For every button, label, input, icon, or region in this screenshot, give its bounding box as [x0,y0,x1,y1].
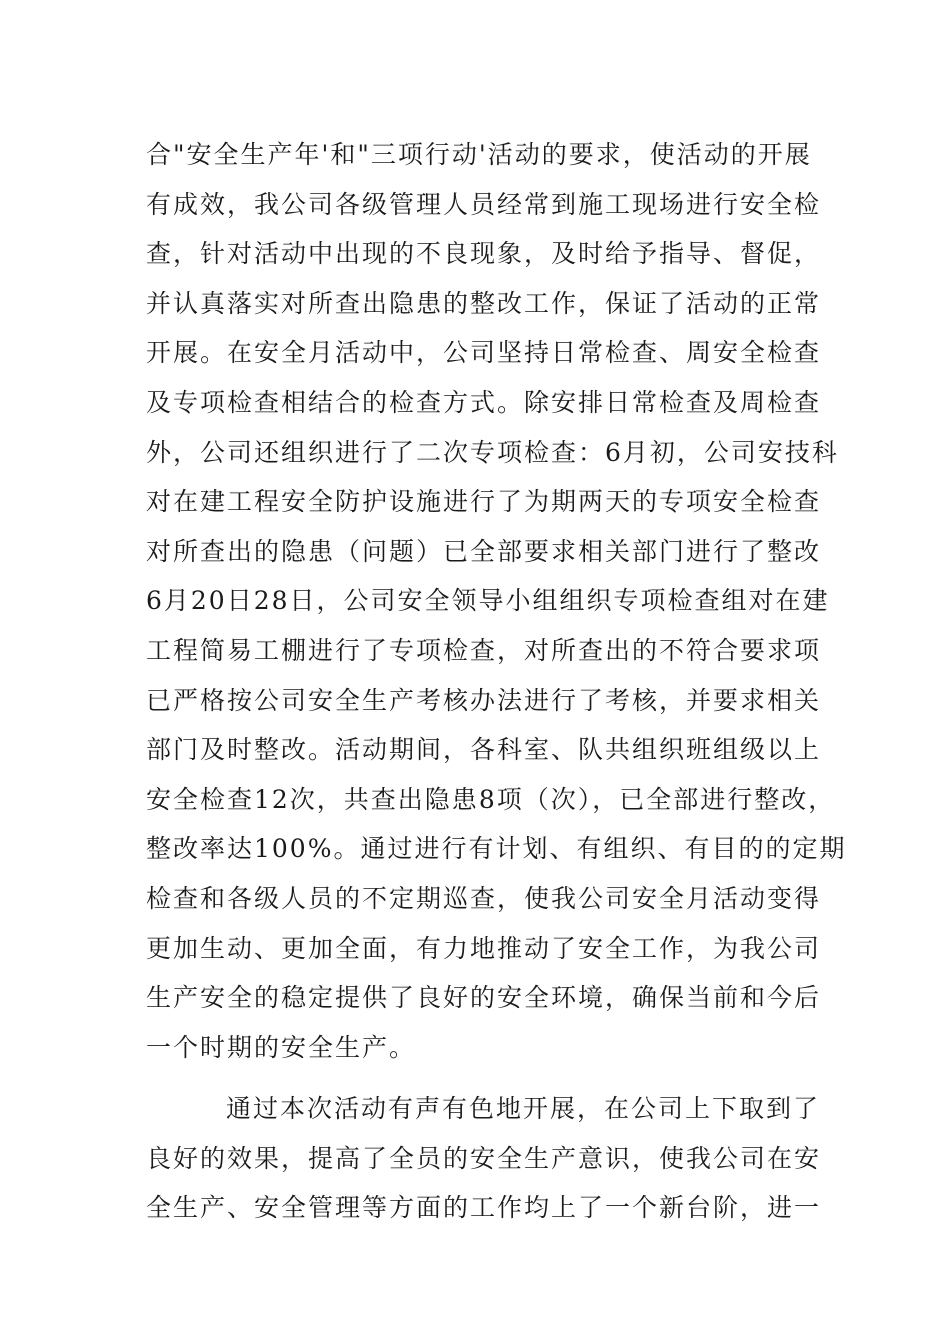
text-line: 合"安全生产年'和"三项行动'活动的要求，使活动的开展 [146,140,812,169]
text-line: 安全检查12次，共查出隐患8项（次），已全部进行整改， [146,784,836,814]
text-line: 并认真落实对所查出隐患的整改工作，保证了活动的正常 [146,288,822,318]
text-line: 及专项检查相结合的检查方式。除安排日常检查及周检查 [146,387,822,417]
text-line: 外，公司还组织进行了二次专项检查：6月初，公司安技科 [146,437,839,467]
text-line: 检查和各级人员的不定期巡查，使我公司安全月活动变得 [146,883,822,913]
paragraph [146,1084,836,1233]
text-line: 工程简易工棚进行了专项检查，对所查出的不符合要求项 [146,635,822,665]
text-line: 对在建工程安全防护设施进行了为期两天的专项安全检查 [146,487,822,517]
text-line: 对所查出的隐患（问题）已全部要求相关部门进行了整改 [146,536,822,566]
text-line: 通过本次活动有声有色地开展，在公司上下取到了 [226,1094,821,1124]
text-line: 有成效，我公司各级管理人员经常到施工现场进行安全检 [146,189,822,219]
text-line: 查，针对活动中出现的不良现象，及时给予指导、督促， [146,239,822,269]
text-line: 全生产、安全管理等方面的工作均上了一个新台阶，进一 [146,1193,822,1223]
text-line: 6月20日28日，公司安全领导小组组织专项检查组对在建 [146,586,830,616]
text-line: 良好的效果，提高了全员的安全生产意识，使我公司在安 [146,1143,822,1173]
text-line: 生产安全的稳定提供了良好的安全环境，确保当前和今后 [146,983,822,1013]
text-line: 已严格按公司安全生产考核办法进行了考核，并要求相关 [146,685,822,715]
text-line: 一个时期的安全生产。 [146,1032,417,1062]
document-body [146,130,847,1233]
text-line: 更加生动、更加全面，有力地推动了安全工作，为我公司 [146,933,822,963]
text-line: 开展。在安全月活动中，公司坚持日常检查、周安全检查 [146,338,822,368]
text-line: 部门及时整改。活动期间，各科室、队共组织班组级以上 [146,735,822,765]
text-line: 整改率达100%。通过进行有计划、有组织、有目的的定期 [146,834,847,864]
paragraph [146,130,847,1072]
